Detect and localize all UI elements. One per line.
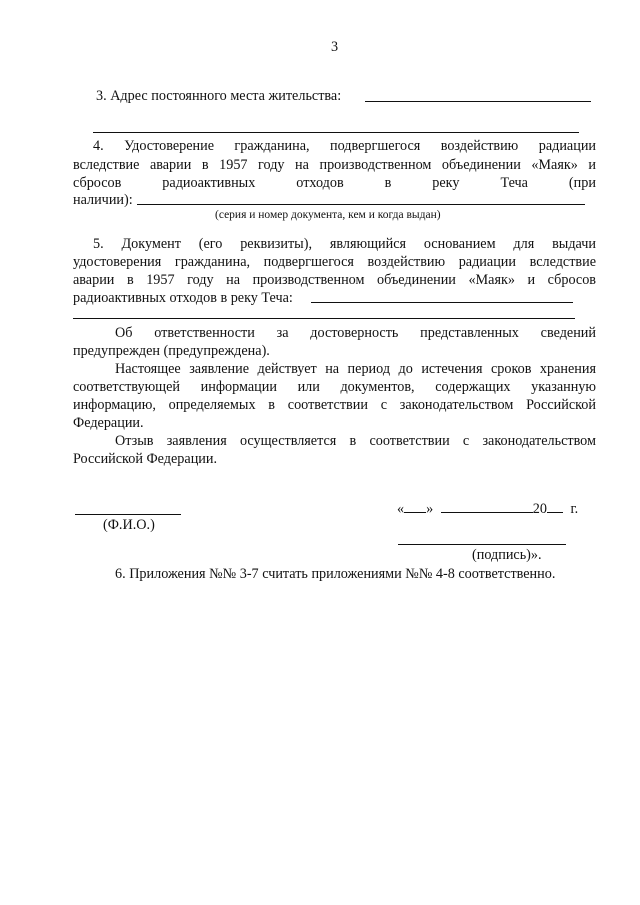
item4-caption: (серия и номер документа, кем и когда выдан)	[215, 209, 441, 221]
item4-line2: вследствие аварии в 1957 году на производственном объединении «Маяк» и	[73, 157, 596, 173]
validity-line1: Настоящее заявление действует на период до истечения сроков хранения	[115, 361, 596, 377]
date-year-field[interactable]	[547, 500, 563, 513]
item6-text: 6. Приложения №№ 3-7 считать приложениями №№ 4-8 соответственно.	[115, 566, 556, 582]
date-year-prefix: 20	[532, 501, 547, 517]
date-open-quote: «	[397, 501, 405, 517]
date-month-field[interactable]	[441, 500, 533, 513]
item5-document-field-line2[interactable]	[73, 318, 575, 319]
item4-certificate-field[interactable]	[137, 204, 585, 205]
date-field	[397, 500, 578, 519]
signature-label: (подпись)».	[472, 547, 542, 563]
item4-line4: наличии):	[73, 192, 133, 208]
item5-line4: радиоактивных отходов в реку Теча:	[73, 290, 293, 306]
validity-line2: соответствующей информации или документов, содержащих указанную	[73, 379, 596, 395]
signature-field[interactable]	[398, 544, 566, 545]
item4-line1: 4. Удостоверение гражданина, подвергшегося воздействию радиации	[93, 138, 596, 154]
date-close-quote: »	[426, 501, 434, 517]
item4-word: в	[384, 175, 392, 191]
item5-document-field[interactable]	[311, 302, 573, 303]
responsibility-line1: Об ответственности за достоверность представленных сведений	[115, 325, 596, 341]
validity-line4: Федерации.	[73, 415, 144, 431]
item5-line2: удостоверения гражданина, подвергшегося воздействию радиации вследствие	[73, 254, 596, 270]
item3-address-label: 3. Адрес постоянного места жительства:	[96, 88, 342, 104]
item3-address-field[interactable]	[365, 101, 591, 102]
item4-word: сбросов	[73, 175, 122, 191]
item5-line3: аварии в 1957 году на производственном объединении «Маяк» и сбросов	[73, 272, 596, 288]
item3-address-field-line2[interactable]	[93, 132, 579, 133]
withdrawal-line1: Отзыв заявления осуществляется в соответствии с законодательством	[115, 433, 596, 449]
item4-line3	[73, 174, 596, 193]
withdrawal-line2: Российской Федерации.	[73, 451, 218, 467]
date-day-field[interactable]	[404, 500, 426, 513]
date-year-suffix: г.	[570, 501, 579, 517]
item4-word: (при	[568, 175, 596, 191]
validity-line3: информацию, определяемых в соответствии с законодательством Российской	[73, 397, 596, 413]
responsibility-line2: предупрежден (предупреждена).	[73, 343, 270, 359]
item4-word: отходов	[296, 175, 344, 191]
page-number: 3	[331, 39, 339, 55]
item4-word: радиоактивных	[162, 175, 256, 191]
item4-word: Теча	[500, 175, 528, 191]
fio-label: (Ф.И.О.)	[103, 517, 155, 533]
fio-field[interactable]	[75, 514, 181, 515]
item4-word: реку	[432, 175, 460, 191]
item5-line1: 5. Документ (его реквизиты), являющийся основанием для выдачи	[93, 236, 596, 252]
